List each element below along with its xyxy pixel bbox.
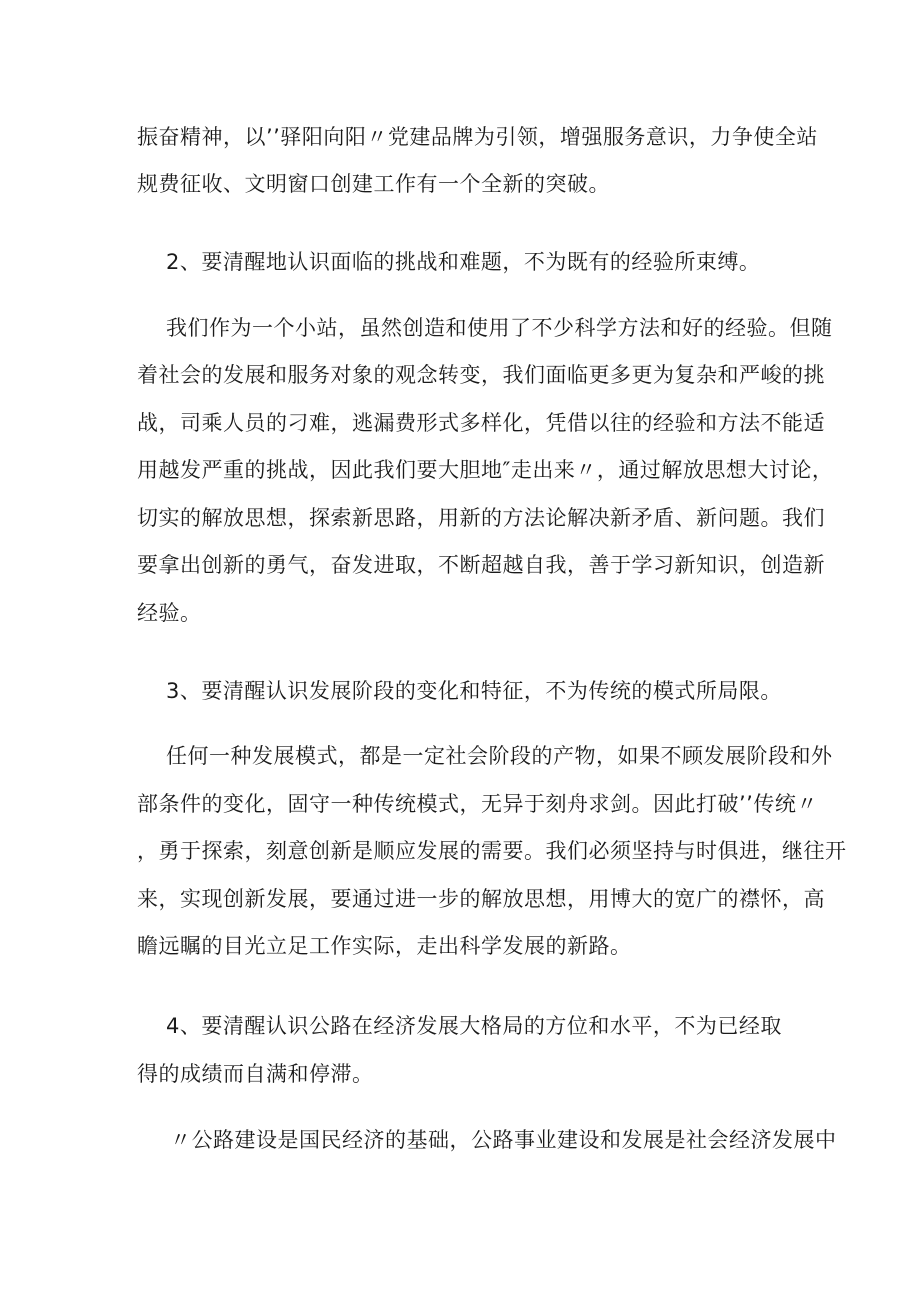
heading-2: 2、要清醒地认识面临的挑战和难题，不为既有的经验所束缚。 bbox=[166, 250, 761, 274]
paragraph-3-line-5: 瞻远瞩的目光立足工作实际，走出科学发展的新路。 bbox=[137, 934, 632, 958]
heading-4-line-1: 4、要清醒认识公路在经济发展大格局的方位和水平，不为已经取 bbox=[166, 1014, 782, 1038]
paragraph-2-line-6: 要拿出创新的勇气，奋发进取，不断超越自我，善于学习新知识，创造新 bbox=[137, 553, 825, 577]
paragraph-3-line-4: 来，实现创新发展，要通过进一步的解放思想，用博大的宽广的襟怀，高 bbox=[137, 887, 825, 911]
paragraph-2-line-7: 经验。 bbox=[137, 601, 202, 625]
paragraph-2-line-3: 战，司乘人员的刁难，逃漏费形式多样化，凭借以往的经验和方法不能适 bbox=[137, 411, 825, 435]
paragraph-2-line-4: 用越发严重的挑战，因此我们要大胆地″走出来〃，通过解放思想大讨论， bbox=[137, 458, 834, 482]
heading-3: 3、要清醒认识发展阶段的变化和特征，不为传统的模式所局限。 bbox=[166, 679, 782, 703]
paragraph-2-line-1: 我们作为一个小站，虽然创造和使用了不少科学方法和好的经验。但随 bbox=[166, 316, 833, 340]
paragraph-4-line-1: 〃公路建设是国民经济的基础，公路事业建设和发展是社会经济发展中 bbox=[170, 1128, 837, 1152]
heading-4-line-2: 得的成绩而自满和停滞。 bbox=[137, 1062, 374, 1086]
paragraph-1-line-2: 规费征收、文明窗口创建工作有一个全新的突破。 bbox=[137, 172, 610, 196]
paragraph-3-line-3: ，勇于探索，刻意创新是顺应发展的需要。我们必须坚持与时俱进，继往开 bbox=[137, 839, 847, 863]
paragraph-3-line-1: 任何一种发展模式，都是一定社会阶段的产物，如果不顾发展阶段和外 bbox=[166, 744, 833, 768]
paragraph-3-line-2: 部条件的变化，固守一种传统模式，无异于刻舟求剑。因此打破’’传统〃 bbox=[137, 792, 818, 816]
paragraph-2-line-2: 着社会的发展和服务对象的观念转变，我们面临更多更为复杂和严峻的挑 bbox=[137, 363, 825, 387]
paragraph-2-line-5: 切实的解放思想，探索新思路，用新的方法论解决新矛盾、新问题。我们 bbox=[137, 506, 825, 530]
paragraph-1-line-1: 振奋精神，以’’驿阳向阳〃党建品牌为引领，增强服务意识，力争使全站 bbox=[137, 125, 818, 149]
